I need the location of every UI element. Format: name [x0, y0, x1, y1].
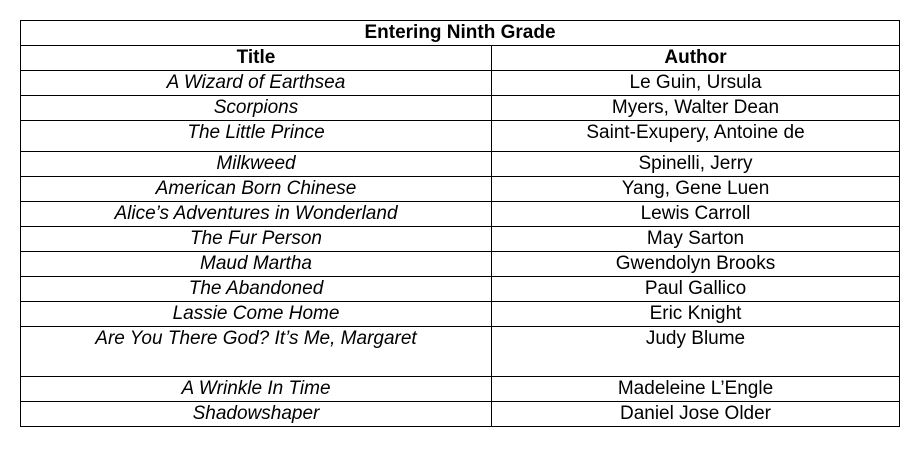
table-row — [21, 152, 900, 177]
table-row — [21, 402, 900, 427]
book-title: The Abandoned — [21, 277, 492, 302]
book-title: Are You There God? It’s Me, Margaret — [21, 327, 492, 377]
book-title: A Wrinkle In Time — [21, 377, 492, 402]
table-row — [21, 327, 900, 377]
book-author: Yang, Gene Luen — [492, 177, 900, 202]
header-row — [21, 46, 900, 71]
table-row — [21, 71, 900, 96]
book-author: May Sarton — [492, 227, 900, 252]
book-title: A Wizard of Earthsea — [21, 71, 492, 96]
book-title: Shadowshaper — [21, 402, 492, 427]
table-row — [21, 121, 900, 152]
book-title: Milkweed — [21, 152, 492, 177]
book-author: Eric Knight — [492, 302, 900, 327]
book-author: Madeleine L’Engle — [492, 377, 900, 402]
title-column-header: Title — [21, 46, 492, 71]
book-author: Lewis Carroll — [492, 202, 900, 227]
reading-list-table — [20, 20, 900, 427]
book-title: Scorpions — [21, 96, 492, 121]
book-author: Le Guin, Ursula — [492, 71, 900, 96]
book-author: Saint-Exupery, Antoine de — [492, 121, 900, 152]
book-author: Daniel Jose Older — [492, 402, 900, 427]
table-row — [21, 227, 900, 252]
book-author: Paul Gallico — [492, 277, 900, 302]
book-author: Gwendolyn Brooks — [492, 252, 900, 277]
table-row — [21, 252, 900, 277]
table-row — [21, 202, 900, 227]
table-row — [21, 377, 900, 402]
table-row — [21, 302, 900, 327]
book-title: Lassie Come Home — [21, 302, 492, 327]
table-row — [21, 277, 900, 302]
table-row — [21, 177, 900, 202]
book-author: Myers, Walter Dean — [492, 96, 900, 121]
book-title: The Little Prince — [21, 121, 492, 152]
table-caption: Entering Ninth Grade — [21, 21, 900, 46]
book-title: The Fur Person — [21, 227, 492, 252]
book-title: Maud Martha — [21, 252, 492, 277]
book-title: Alice’s Adventures in Wonderland — [21, 202, 492, 227]
author-column-header: Author — [492, 46, 900, 71]
book-author: Judy Blume — [492, 327, 900, 377]
book-title: American Born Chinese — [21, 177, 492, 202]
book-author: Spinelli, Jerry — [492, 152, 900, 177]
table-row — [21, 96, 900, 121]
caption-row — [21, 21, 900, 46]
